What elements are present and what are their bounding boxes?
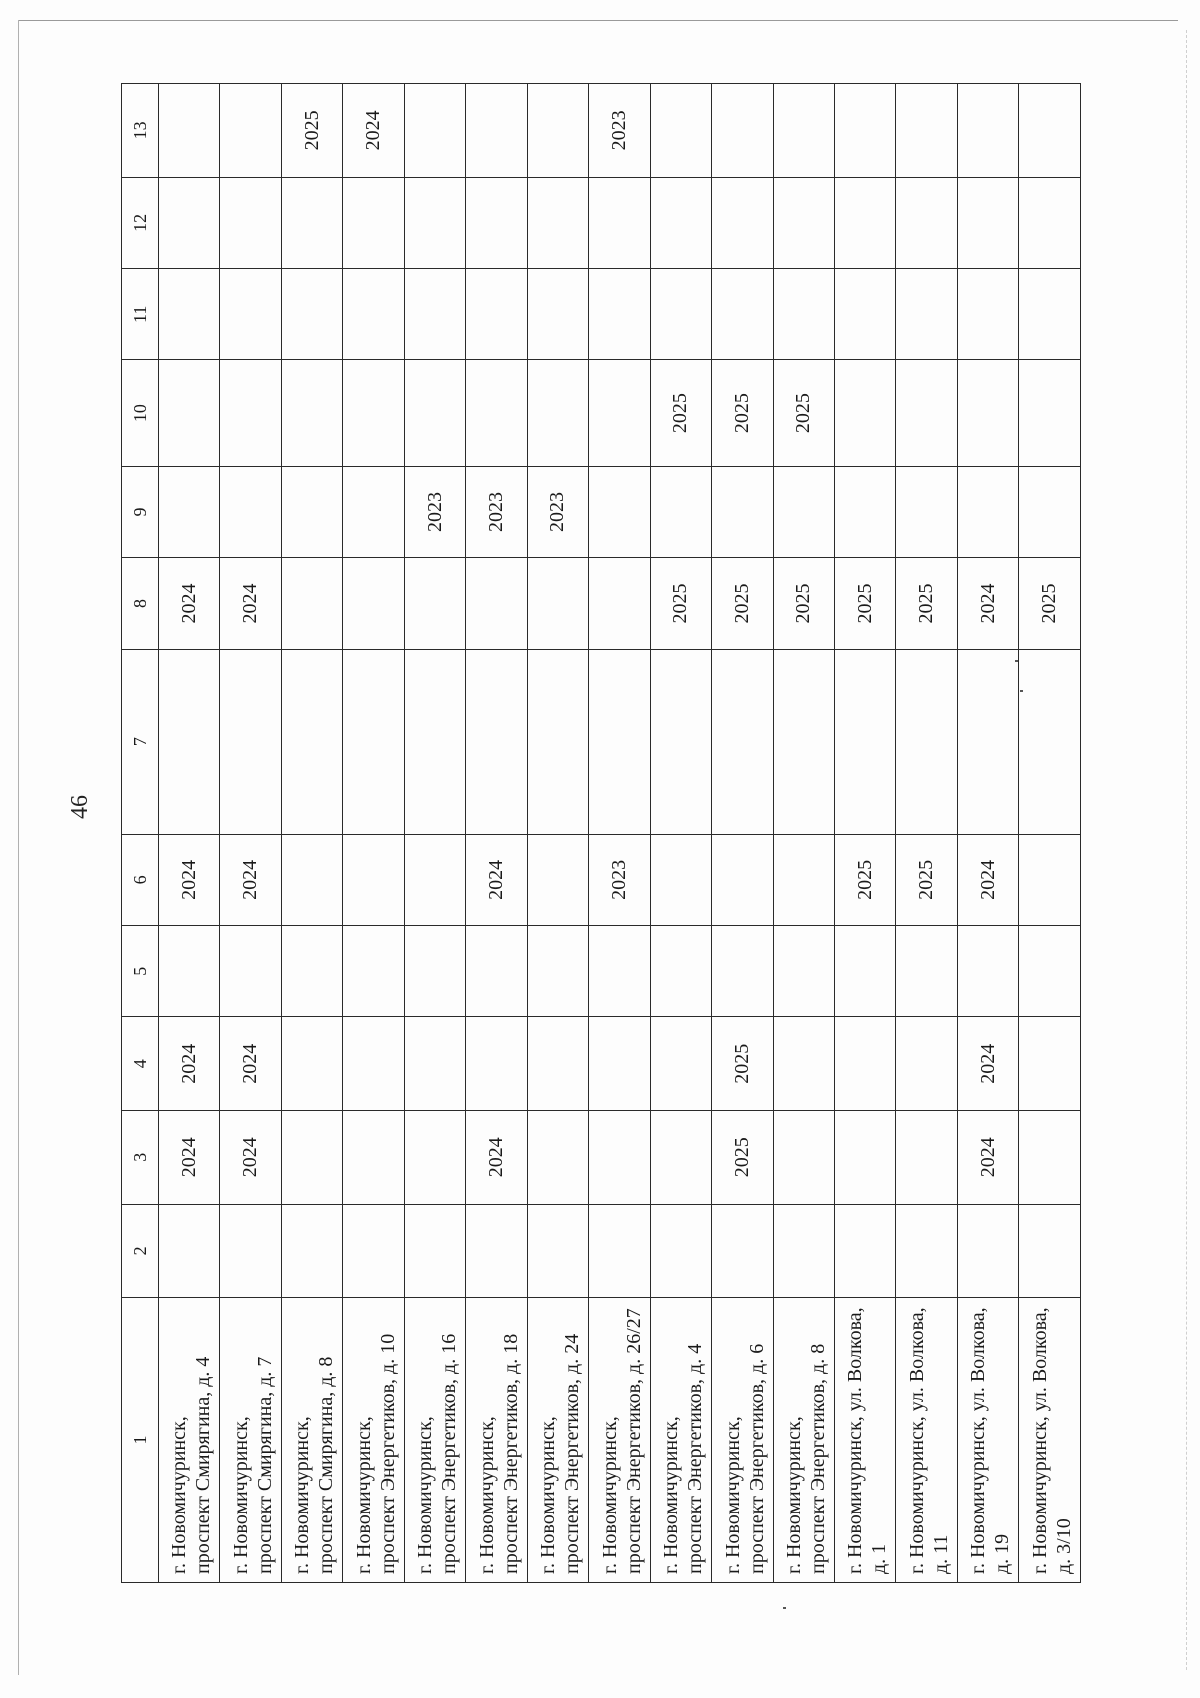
year-cell [589,177,650,268]
year-cell [343,1111,404,1205]
year-cell [589,1111,650,1205]
scan-speck [783,1607,786,1609]
year-cell [957,269,1018,360]
year-cell: 2025 [834,558,895,649]
column-header-9: 9 [122,466,159,557]
year-cell [896,1111,957,1205]
year-cell [527,649,588,834]
year-cell [527,1204,588,1298]
year-cell [527,84,588,178]
column-header-13: 13 [122,84,159,178]
address-cell: г. Новомичуринск, проспект Смирягина, д. 7 [220,1298,281,1583]
column-header-8: 8 [122,558,159,649]
year-cell [1019,84,1081,178]
column-header-3: 3 [122,1111,159,1205]
year-cell [527,360,588,466]
year-cell [1019,466,1081,557]
year-cell [589,926,650,1017]
year-cell: 2025 [896,834,957,925]
year-cell [957,466,1018,557]
year-cell [712,926,773,1017]
year-cell [650,84,711,178]
table-row [1019,84,1081,1583]
year-cell: 2024 [220,558,281,649]
year-cell: 2025 [1019,558,1081,649]
year-cell [343,558,404,649]
year-cell [896,84,957,178]
year-cell [712,269,773,360]
year-cell [650,649,711,834]
year-cell [834,84,895,178]
year-cell [343,1017,404,1111]
year-cell [957,926,1018,1017]
year-cell [773,84,834,178]
year-cell [896,177,957,268]
year-cell [466,649,527,834]
year-cell [896,1204,957,1298]
table-body [159,84,1081,1583]
year-cell [404,1111,465,1205]
year-cell [650,269,711,360]
year-cell [343,926,404,1017]
year-cell: 2025 [773,558,834,649]
year-cell [281,466,342,557]
year-cell [957,1204,1018,1298]
address-cell: г. Новомичуринск, ул. Волкова, д. 11 [896,1298,957,1583]
year-cell [220,269,281,360]
address-cell: г. Новомичуринск, проспект Энергетиков, д. 24 [527,1298,588,1583]
year-cell [712,466,773,557]
table-row [896,84,957,1583]
column-header-7: 7 [122,649,159,834]
year-cell [650,1204,711,1298]
year-cell [343,466,404,557]
year-cell [773,1204,834,1298]
year-cell [773,1017,834,1111]
year-cell: 2025 [650,558,711,649]
year-cell: 2025 [281,84,342,178]
year-cell [650,466,711,557]
year-cell: 2024 [159,558,220,649]
year-cell [404,926,465,1017]
year-cell [466,84,527,178]
year-cell [404,360,465,466]
year-cell [281,269,342,360]
year-cell [896,926,957,1017]
year-cell [712,834,773,925]
table-row [466,84,527,1583]
year-cell [589,360,650,466]
year-cell: 2025 [650,360,711,466]
year-cell [159,360,220,466]
rotated-table-wrapper [121,83,1081,1583]
year-cell [589,466,650,557]
year-cell [896,1017,957,1111]
year-cell [957,649,1018,834]
address-cell: г. Новомичуринск, проспект Энергетиков, д. 26/27 [589,1298,650,1583]
address-cell: г. Новомичуринск, проспект Энергетиков, д. 6 [712,1298,773,1583]
table-row [957,84,1018,1583]
year-cell [220,466,281,557]
year-cell [404,177,465,268]
year-cell [957,177,1018,268]
year-cell [1019,360,1081,466]
year-cell [466,1017,527,1111]
year-cell [1019,1204,1081,1298]
table-row [527,84,588,1583]
year-cell [712,649,773,834]
year-cell [1019,177,1081,268]
year-cell [712,1204,773,1298]
year-cell [404,1204,465,1298]
year-cell: 2024 [343,84,404,178]
year-cell [527,177,588,268]
year-cell [589,1204,650,1298]
column-header-1: 1 [122,1298,159,1583]
year-cell [281,177,342,268]
year-cell [834,360,895,466]
year-cell [343,834,404,925]
year-cell [220,177,281,268]
year-cell [834,1017,895,1111]
year-cell [834,177,895,268]
year-cell: 2025 [773,360,834,466]
year-cell [281,1017,342,1111]
year-cell: 2025 [712,1017,773,1111]
year-cell [281,1111,342,1205]
table-header-row [122,84,159,1583]
year-cell: 2023 [589,84,650,178]
year-cell [712,177,773,268]
address-cell: г. Новомичуринск, проспект Энергетиков, д. 8 [773,1298,834,1583]
year-cell [773,649,834,834]
year-cell [1019,269,1081,360]
year-cell [281,360,342,466]
year-cell [773,926,834,1017]
address-cell: г. Новомичуринск, ул. Волкова, д. 1 [834,1298,895,1583]
table-row [343,84,404,1583]
year-cell [773,834,834,925]
year-cell: 2024 [466,834,527,925]
year-cell: 2025 [834,834,895,925]
scan-edge-top [18,20,1178,21]
data-table [121,83,1081,1583]
year-cell [527,1017,588,1111]
year-cell [1019,649,1081,834]
year-cell [159,926,220,1017]
year-cell [834,269,895,360]
table-row [650,84,711,1583]
column-header-6: 6 [122,834,159,925]
year-cell [220,926,281,1017]
year-cell: 2024 [957,1111,1018,1205]
year-cell [343,360,404,466]
year-cell [159,649,220,834]
table-row [159,84,220,1583]
year-cell [404,269,465,360]
year-cell [220,84,281,178]
year-cell [650,1017,711,1111]
year-cell: 2024 [466,1111,527,1205]
year-cell [896,649,957,834]
column-header-2: 2 [122,1204,159,1298]
address-cell: г. Новомичуринск, ул. Волкова, д. 19 [957,1298,1018,1583]
year-cell [834,466,895,557]
year-cell [343,1204,404,1298]
year-cell [527,834,588,925]
year-cell [896,269,957,360]
year-cell: 2024 [957,558,1018,649]
address-cell: г. Новомичуринск, проспект Энергетиков, д. 10 [343,1298,404,1583]
year-cell [404,558,465,649]
year-cell [527,269,588,360]
address-cell: г. Новомичуринск, проспект Энергетиков, д. 16 [404,1298,465,1583]
year-cell: 2024 [159,1111,220,1205]
year-cell [773,177,834,268]
year-cell [1019,1111,1081,1205]
scan-edge-right [1186,30,1187,1670]
table-row [404,84,465,1583]
address-cell: г. Новомичуринск, проспект Смирягина, д. 8 [281,1298,342,1583]
table-row [712,84,773,1583]
year-cell: 2024 [159,1017,220,1111]
year-cell [220,1204,281,1298]
year-cell [343,177,404,268]
column-header-12: 12 [122,177,159,268]
year-cell: 2024 [220,834,281,925]
year-cell [650,177,711,268]
year-cell [650,1111,711,1205]
year-cell [466,926,527,1017]
year-cell [773,466,834,557]
table-row [220,84,281,1583]
year-cell: 2025 [712,558,773,649]
year-cell [834,649,895,834]
year-cell [159,84,220,178]
table-row [773,84,834,1583]
table-row [281,84,342,1583]
year-cell [281,926,342,1017]
year-cell [589,558,650,649]
address-cell: г. Новомичуринск, проспект Энергетиков, д. 18 [466,1298,527,1583]
year-cell [159,466,220,557]
column-header-5: 5 [122,926,159,1017]
year-cell [220,649,281,834]
year-cell: 2023 [466,466,527,557]
year-cell [896,466,957,557]
year-cell [957,360,1018,466]
year-cell [834,926,895,1017]
year-cell [773,269,834,360]
year-cell: 2023 [404,466,465,557]
column-header-11: 11 [122,269,159,360]
address-cell: г. Новомичуринск, проспект Энергетиков, д. 4 [650,1298,711,1583]
year-cell [1019,834,1081,925]
year-cell [159,177,220,268]
year-cell [404,1017,465,1111]
year-cell [404,84,465,178]
year-cell [466,177,527,268]
year-cell [1019,1017,1081,1111]
year-cell: 2025 [896,558,957,649]
year-cell [957,84,1018,178]
year-cell [650,834,711,925]
year-cell [404,834,465,925]
year-cell [1019,926,1081,1017]
year-cell: 2023 [527,466,588,557]
year-cell: 2025 [712,360,773,466]
year-cell [527,926,588,1017]
year-cell: 2025 [712,1111,773,1205]
year-cell [343,269,404,360]
year-cell: 2024 [957,834,1018,925]
year-cell [220,360,281,466]
year-cell: 2024 [957,1017,1018,1111]
year-cell [159,269,220,360]
year-cell [281,1204,342,1298]
address-cell: г. Новомичуринск, ул. Волкова, д. 3/10 [1019,1298,1081,1583]
year-cell [281,558,342,649]
year-cell [527,558,588,649]
page-number: 46 [66,795,93,819]
year-cell [589,649,650,834]
year-cell: 2023 [589,834,650,925]
year-cell [834,1204,895,1298]
year-cell: 2024 [159,834,220,925]
year-cell [159,1204,220,1298]
year-cell [466,269,527,360]
year-cell [466,558,527,649]
year-cell [343,649,404,834]
table-row [589,84,650,1583]
year-cell [589,269,650,360]
year-cell [281,834,342,925]
column-header-4: 4 [122,1017,159,1111]
column-header-10: 10 [122,360,159,466]
year-cell [281,649,342,834]
year-cell [896,360,957,466]
year-cell [404,649,465,834]
scan-edge-left [18,20,19,1675]
address-cell: г. Новомичуринск, проспект Смирягина, д. 4 [159,1298,220,1583]
year-cell [466,360,527,466]
year-cell [650,926,711,1017]
year-cell [773,1111,834,1205]
year-cell: 2024 [220,1111,281,1205]
year-cell [834,1111,895,1205]
table-row [834,84,895,1583]
year-cell [712,84,773,178]
year-cell [466,1204,527,1298]
year-cell: 2024 [220,1017,281,1111]
year-cell [589,1017,650,1111]
year-cell [527,1111,588,1205]
